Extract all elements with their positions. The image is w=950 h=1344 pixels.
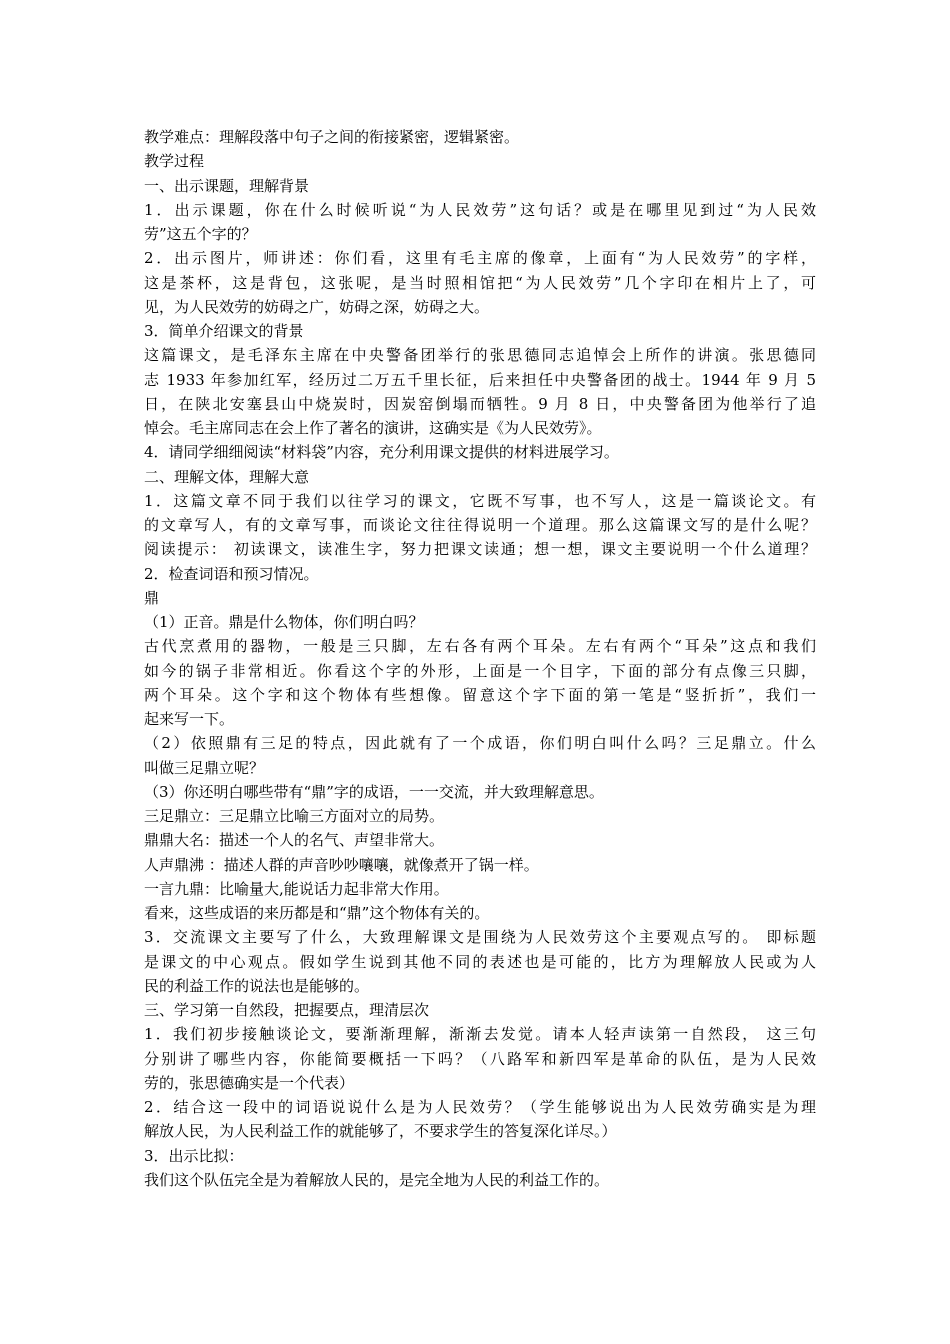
text-line: 的文章写人，有的文章写事，而谈论文往往得说明一个道理。那么这篇课文写的是什么呢？: [144, 516, 816, 534]
text-line: 鼎: [144, 588, 160, 607]
text-line: 分别讲了哪些内容，你能简要概括一下吗？（八路军和新四军是革命的队伍，是为人民效: [144, 1049, 816, 1068]
text-line: （1）正音。鼎是什么物体，你们明白吗？: [144, 613, 424, 631]
text-line: 2．检查词语和预习情况。: [144, 564, 319, 583]
text-line: 二、理解文体，理解大意: [144, 467, 310, 486]
text-line: 劳的，张思德确实是一个代表）: [144, 1073, 355, 1092]
text-line: 这是茶杯，这是背包，这张呢，是当时照相馆把“为人民效劳”几个字印在相片上了，可: [144, 273, 816, 292]
text-line: 志 1933 年参加红军，经历过二万五千里长征，后来担任中央警备团的战士。1944 年 9 月 5: [144, 370, 816, 389]
text-line: 教学难点：理解段落中句子之间的衔接紧密，逻辑紧密。: [144, 128, 520, 146]
text-line: 三足鼎立：三足鼎立比喻三方面对立的局势。: [144, 807, 445, 825]
text-line: 教学过程: [144, 152, 205, 171]
text-line: 见，为人民效劳的妨碍之广，妨碍之深，妨碍之大。: [144, 297, 490, 316]
text-line: （3）你还明白哪些带有“鼎”字的成语，一一交流，并大致理解意思。: [144, 782, 604, 801]
text-line: 看来，这些成语的来历都是和“鼎”这个物体有关的。: [144, 904, 490, 922]
text-line: 两个耳朵。这个字和这个物体有些想像。留意这个字下面的第一笔是“竖折折”，我们一: [144, 685, 816, 704]
text-line: 是课文的中心观点。假如学生说到其他不同的表述也是可能的，比方为理解放人民或为人: [144, 952, 816, 971]
text-line: 阅读提示： 初读课文，读准生字，努力把课文读通；想一想，课文主要说明一个什么道理？: [144, 540, 816, 559]
text-line: 起来写一下。: [144, 710, 235, 728]
text-line: 鼎鼎大名：描述一个人的名气、声望非常大。: [144, 831, 445, 850]
text-line: 解放人民，为人民利益工作的就能够了，不要求学生的答复深化详尽。）: [144, 1122, 617, 1141]
text-line: 一、出示课题，理解背景: [144, 176, 310, 195]
document-body: [144, 125, 816, 1192]
text-line: 我们这个队伍完全是为着解放人民的，是完全地为人民的利益工作的。: [144, 1170, 610, 1189]
text-line: 1．出示课题，你在什么时候听说“为人民效劳”这句话？或是在哪里见到过“为人民效: [144, 200, 816, 219]
text-line: 人声鼎沸 ：描述人群的声音吵吵嚷嚷，就像煮开了锅一样。: [144, 855, 539, 874]
text-line: 1．这篇文章不同于我们以往学习的课文，它既不写事，也不写人，这是一篇谈论文。有: [144, 491, 816, 510]
text-line: 三、学习第一自然段，把握要点，理清层次: [144, 1001, 430, 1019]
text-line: 3．交流课文主要写了什么，大致理解课文是围绕为人民效劳这个主要观点写的。 即标题: [144, 928, 816, 947]
text-line: 4．请同学细细阅读“材料袋”内容，充分利用课文提供的材料进展学习。: [144, 443, 619, 462]
text-line: 一言九鼎：比喻量大,能说话力起非常大作用。: [144, 879, 449, 898]
text-line: 2．出示图片，师讲述：你们看，这里有毛主席的像章，上面有“为人民效劳”的字样，: [144, 249, 816, 268]
text-line: 3．出示比拟：: [144, 1146, 244, 1165]
text-line: 1．我们初步接触谈论文，要渐渐理解，渐渐去发觉。请本人轻声读第一自然段， 这三句: [144, 1025, 816, 1044]
text-line: 日，在陕北安塞县山中烧炭时，因炭窑倒塌而牺牲。9 月 8 日，中央警备团为他举行了追: [144, 394, 816, 413]
text-line: 悼会。毛主席同志在会上作了著名的演讲，这确实是《为人民效劳》。: [144, 419, 602, 437]
text-line: 民的利益工作的说法也是能够的。: [144, 976, 370, 995]
text-line: 古代烹煮用的器物，一般是三只脚，左右各有两个耳朵。左右有两个“耳朵”这点和我们: [144, 637, 816, 656]
text-line: 叫做三足鼎立呢？: [144, 758, 265, 777]
text-line: 2．结合这一段中的词语说说什么是为人民效劳？（学生能够说出为人民效劳确实是为理: [144, 1098, 816, 1116]
text-line: 如今的锅子非常相近。你看这个字的外形，上面是一个目字，下面的部分有点像三只脚，: [144, 661, 816, 680]
text-line: 劳”这五个字的？: [144, 225, 257, 243]
text-line: （2）依照鼎有三足的特点，因此就有了一个成语，你们明白叫什么吗？三足鼎立。什么: [144, 734, 816, 753]
text-line: 3．简单介绍课文的背景: [144, 322, 304, 340]
text-line: 这篇课文，是毛泽东主席在中央警备团举行的张思德同志追悼会上所作的讲演。张思德同: [144, 346, 816, 365]
